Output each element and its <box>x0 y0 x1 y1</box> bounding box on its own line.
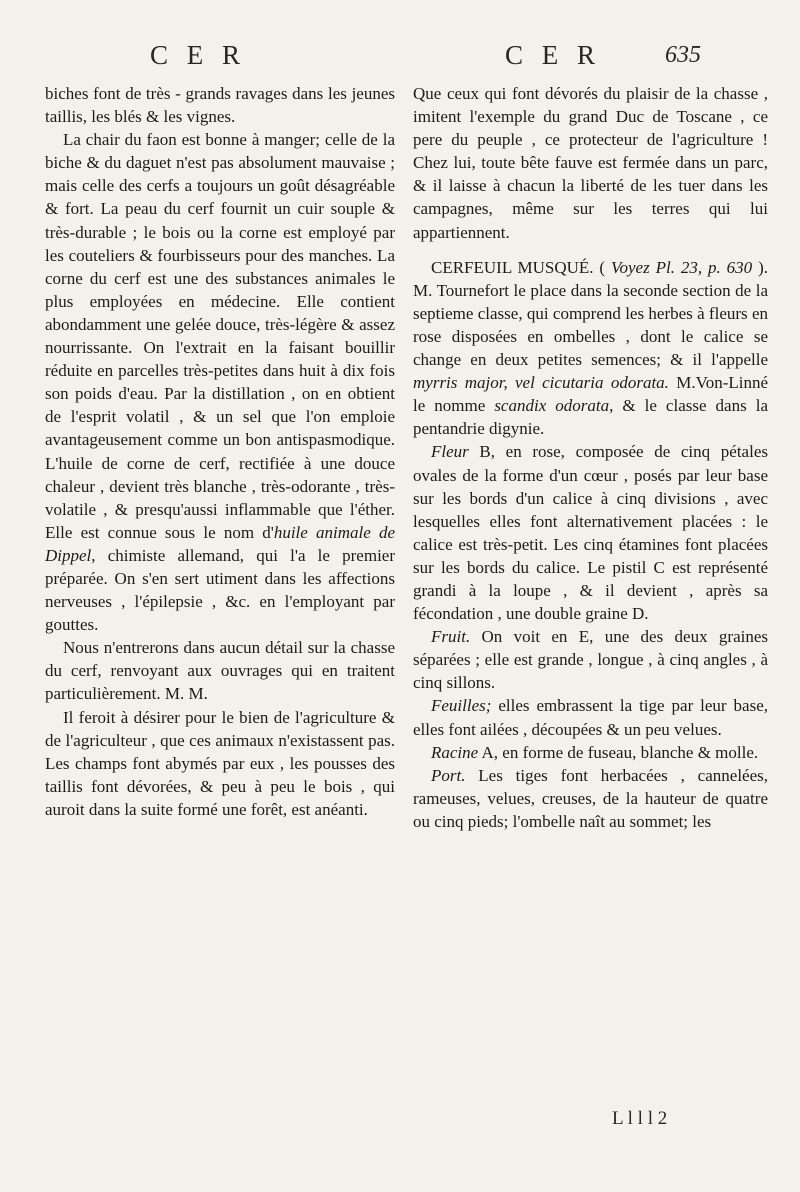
running-head-left: C E R <box>150 40 247 70</box>
paragraph: biches font de très - grands ravages dans les jeunes taillis, les blés & les vignes. <box>45 84 395 127</box>
paragraph-racine: Racine A, en forme de fuseau, blanche & molle. <box>431 742 759 762</box>
entry-title: CERFEUIL MUSQUÉ. <box>431 257 594 277</box>
article-cerfeuil: CERFEUIL MUSQUÉ. ( Voyez Pl. 23, p. 630 ). M. Tournefort le place dans la seconde section de la septieme classe, qui comprend les herbes à fleurs en rose disposées en ombelles , dont le calice se change en deux petites semences; & il l'appelle myrris major, vel cicutaria odorata. M.Von-Linné le nomme scandix odorata, & le classe dans la pentandrie digynie. <box>413 257 769 439</box>
left-column <box>45 82 395 821</box>
paragraph: La chair du faon est bonne à manger; celle de la biche & du daguet n'est pas absolument mauvaise ; mais celle des cerfs a toujours un goût désagréable & fort. La peau du cerf fournit un cuir souple & très-durable ; le bois ou la corne est employé par les couteliers & fourbisseurs pour des manches. La corne du cerf est une des substances animales le plus employées en médecine. Elle contient abondamment une gelée douce, très-légère & assez nourrissante. On l'extrait en la faisant bouillir réduite en parcelles très-petites dans huit à dix fois son poids d'eau. Par la distillation , on en obtient de l'esprit volatil , & un sel que l'on emploie avantageusement comme un bon antispasmodique. L'huile de corne de cerf, rectifiée à une douce chaleur , devient très blanche , très-odorante , très-volatile , & presqu'aussi inflammable que l'éther. Elle est connue sous le nom d'huile animale de Dippel, chimiste allemand, qui l'a le premier préparée. On s'en sert utiment dans les affections nerveuses , l'épilepsie , &c. en l'employant par gouttes. <box>45 130 396 635</box>
signature-mark: L l l l 2 <box>612 1108 668 1129</box>
page-number: 635 <box>665 42 701 68</box>
paragraph: Il feroit à désirer pour le bien de l'agriculture & de l'agriculteur , que ces animaux n'existassent pas. Les champs font abymés par eux , les pousses des taillis font dévorées, & peu à peu le bois , qui auroit dans la suite formé une forêt, est anéanti. <box>45 707 395 819</box>
paragraph-port: Port. Les tiges font herbacées , cannelées, rameuses, velues, creuses, de la hauteur de quatre ou cinq pieds; l'ombelle naît au sommet; les <box>413 765 768 831</box>
paragraph-feuilles: Feuilles; elles embrassent la tige par leur base, elles font ailées , découpées & un peu velues. <box>413 696 768 739</box>
paragraph-fleur: Fleur B, en rose, composée de cinq pétales ovales de la forme d'un cœur , posés par leur base sur les bords d'un calice à cinq divisions , avec lesquelles elles font alternativement placées : le calice est très-petit. Les cinq étamines font placées sur les bords du calice. Le pistil C est représenté grandi à la loupe , & il devient , après sa fécondation , une double graine D. <box>413 442 768 624</box>
paragraph: Que ceux qui font dévorés du plaisir de la chasse , imitent l'exemple du grand Duc de Toscane , ce pere du peuple , ce protecteur de l'agriculture ! Chez lui, toute bête fauve est fermée dans un parc, & il laisse à chacun la liberté de les tuer dans les campagnes, même sur les terres qui lui appartiennent. <box>413 84 768 242</box>
right-column <box>413 82 768 833</box>
running-head-right: C E R <box>505 40 602 70</box>
paragraph: Nous n'entrerons dans aucun détail sur la chasse du cerf, renvoyant aux ouvrages qui en traitent particulièrement. M. M. <box>45 638 395 704</box>
paragraph-fruit: Fruit. On voit en E, une des deux graines séparées ; elle est grande , longue , à cinq angles , à cinq sillons. <box>413 627 768 693</box>
